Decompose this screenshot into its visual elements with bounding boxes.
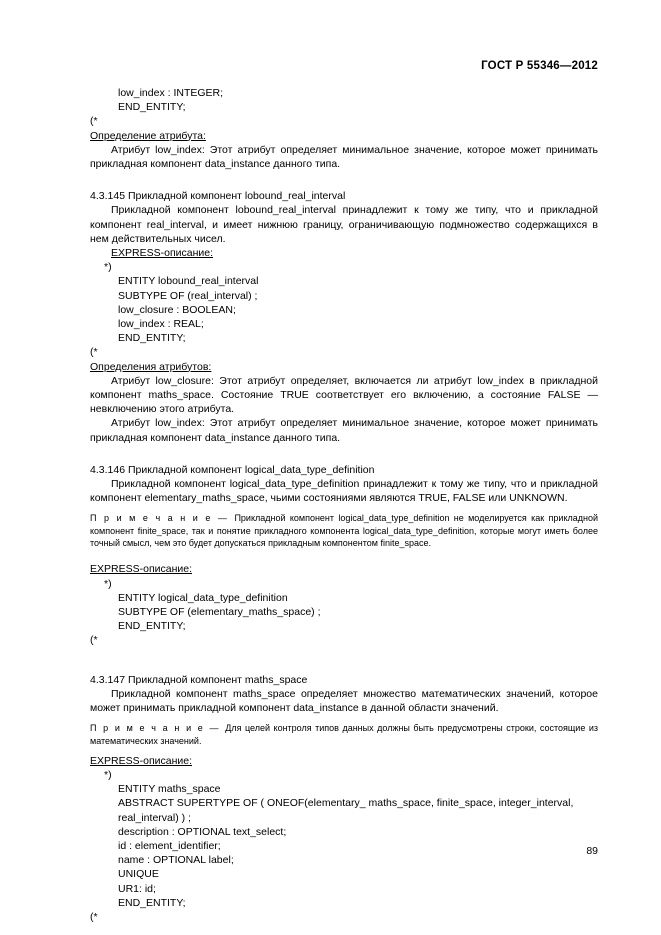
note-block [90, 512, 598, 549]
code-line: (* [90, 911, 98, 924]
code-line: (* [90, 634, 98, 647]
note-text: Для целей контроля типов данных должны быть предусмотрены строки, состоящие из математических значений. [90, 723, 599, 746]
code-line: *) [104, 577, 112, 590]
code-line: SUBTYPE OF (real_interval) ; [118, 289, 258, 302]
paragraph: Прикладной компонент maths_space определяет множество математических значений, которое может принимать прикладной компонент data_instance в данной области значений. [90, 687, 598, 714]
paragraph: Прикладной компонент lobound_real_interval принадлежит к тому же типу, что и прикладной компонент real_interval, и имеет нижнюю границу, ограничивающую подмножество содержащихся в нем действительных чисел. [90, 204, 598, 245]
code-line: low_index : INTEGER; [118, 87, 224, 99]
code-line: (* [90, 346, 98, 359]
section-heading-4-3-145: 4.3.145 Прикладной компонент lobound_real_interval [90, 190, 346, 203]
code-line: ENTITY logical_data_type_definition [118, 591, 288, 604]
code-line: *) [104, 769, 112, 781]
express-label: EXPRESS-описание: [90, 754, 193, 767]
page-number: 89 [586, 845, 598, 857]
paragraph: Прикладной компонент logical_data_type_definition принадлежит к тому же типу, что и прикладной компонент elementary_maths_space, чьими состояниями являются TRUE, FALSE или UNKNOWN. [90, 478, 598, 505]
page-header-standard: ГОСТ Р 55346—2012 [481, 60, 598, 72]
note-label: П р и м е ч а н и е — [90, 513, 235, 524]
code-line: ENTITY lobound_real_interval [118, 275, 259, 288]
code-line: *) [104, 261, 112, 274]
express-label: EXPRESS-описание: [111, 247, 214, 260]
paragraph: Атрибут low_index: Этот атрибут определяет минимальное значение, которое может принимать прикладная компонент data_instance данного типа. [90, 143, 598, 171]
attribute-definition-label: Определение атрибута: [90, 129, 206, 142]
code-line: ABSTRACT SUPERTYPE OF ( ONEOF(elementary_ maths_space, finite_space, integer_interval, [118, 797, 574, 810]
note-text: Прикладной компонент logical_data_type_definition не моделируется как прикладной компонент finite_space, так и понятие прикладного компонента logical_data_type_definition, которые могут иметь более точный смысл, чем это будет допускаться прикладным компонентом finite_space. [90, 513, 598, 549]
code-line: END_ENTITY; [118, 896, 186, 909]
note-label: П р и м е ч а н и е — [90, 723, 226, 734]
code-line: id : element_identifier; [118, 840, 221, 853]
code-line: SUBTYPE OF (elementary_maths_space) ; [118, 605, 321, 618]
code-line: UR1: id; [118, 882, 156, 895]
section-heading-4-3-146: 4.3.146 Прикладной компонент logical_data_type_definition [90, 463, 375, 476]
paragraph: Атрибут low_closure: Этот атрибут определяет, включается ли атрибут low_index в прикладной компонент maths_space. Состояние TRUE соответствует его включению, а состояние FALSE — невключению этого атрибута. [90, 374, 598, 416]
code-line: real_interval) ) ; [118, 811, 191, 824]
code-line: END_ENTITY; [118, 620, 186, 633]
attributes-definition-label: Определения атрибутов: [90, 360, 212, 373]
paragraph: Атрибут low_index: Этот атрибут определяет минимальное значение, которое может принимать прикладная компонент data_instance данного типа. [90, 417, 598, 444]
code-line: low_index : REAL; [118, 318, 204, 331]
note-block [90, 722, 598, 747]
code-line: END_ENTITY; [118, 332, 186, 345]
code-line: (* [90, 115, 98, 128]
code-line: UNIQUE [118, 868, 159, 881]
code-line: ENTITY maths_space [118, 783, 221, 796]
code-line: name : OPTIONAL label; [118, 854, 234, 867]
page-content [90, 86, 598, 924]
code-line: END_ENTITY; [118, 101, 186, 114]
section-heading-4-3-147: 4.3.147 Прикладной компонент maths_space [90, 673, 308, 686]
code-line: description : OPTIONAL text_select; [118, 825, 287, 838]
express-label: EXPRESS-описание: [90, 563, 193, 576]
code-line: low_closure : BOOLEAN; [118, 303, 236, 316]
